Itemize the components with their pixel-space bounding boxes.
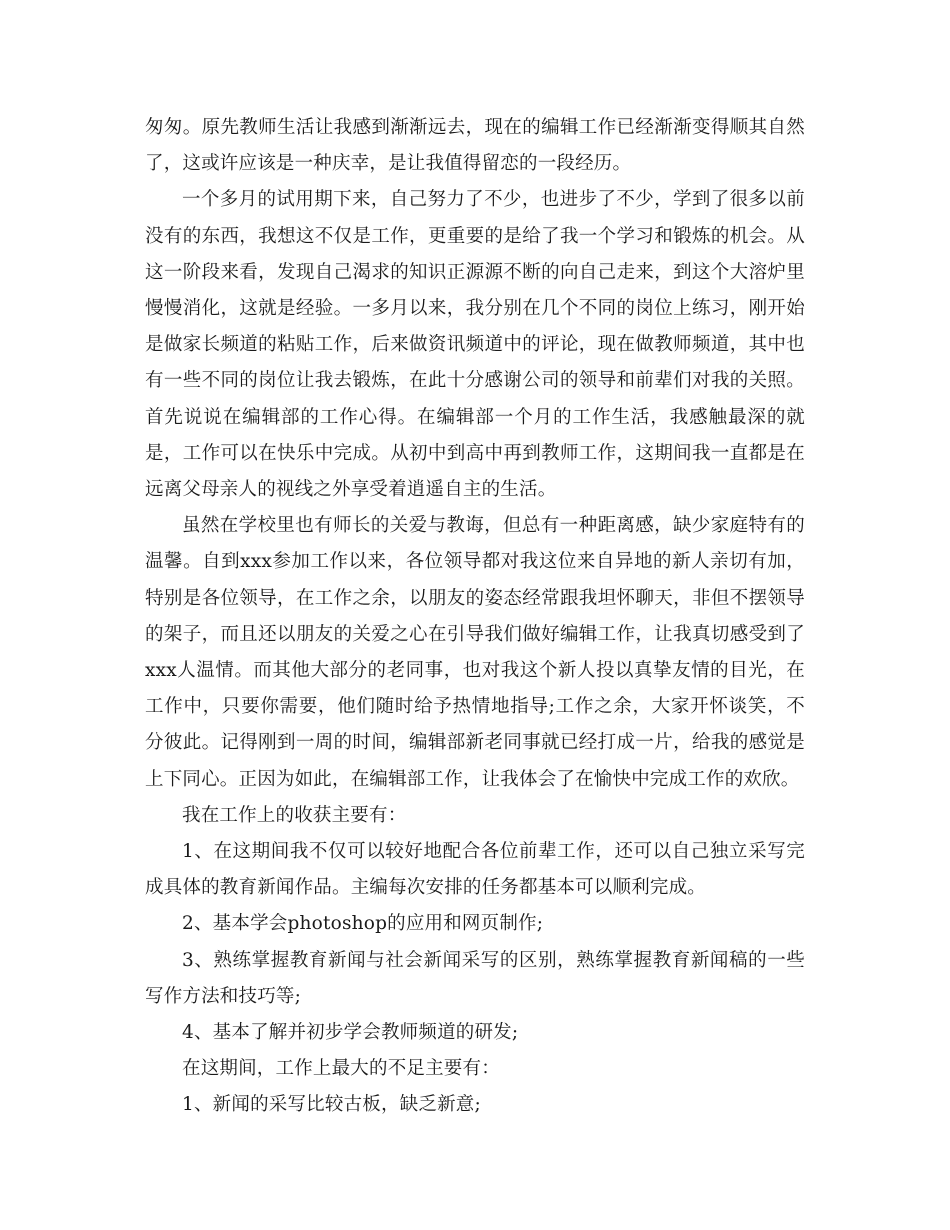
list-item-2: 2、基本学会photoshop的应用和网页制作;	[182, 913, 544, 935]
paragraph-1: 匆匆。原先教师生活让我感到渐渐远去，现在的编辑工作已经渐渐变得顺其自然了，这或许应该是一种庆幸，是让我值得留恋的一段经历。	[145, 117, 805, 175]
list-item-3: 3、熟练掌握教育新闻与社会新闻采写的区别，熟练掌握教育新闻稿的一些写作方法和技巧等;	[145, 949, 805, 1007]
list-item-5: 1、新闻的采写比较古板，缺乏新意;	[182, 1094, 481, 1116]
document-body	[145, 110, 805, 1124]
paragraph-2: 一个多月的试用期下来，自己努力了不少，也进步了不少，学到了很多以前没有的东西，我想这不仅是工作，更重要的是给了我一个学习和锻炼的机会。从这一阶段来看，发现自己渴求的知识正源源不断的向自己走来，到这个大溶炉里慢慢消化，这就是经验。一多月以来，我分别在几个不同的岗位上练习，刚开始是做家长频道的粘贴工作，后来做资讯频道中的评论，现在做教师频道，其中也有一些不同的岗位让我去锻炼，在此十分感谢公司的领导和前辈们对我的关照。首先说说在编辑部的工作心得。在编辑部一个月的工作生活，我感触最深的就是，工作可以在快乐中完成。从初中到高中再到教师工作，这期间我一直都是在远离父母亲人的视线之外享受着逍遥自主的生活。	[145, 189, 805, 501]
paragraph-4: 我在工作上的收获主要有：	[182, 804, 407, 826]
paragraph-3: 虽然在学校里也有师长的关爱与教诲，但总有一种距离感，缺少家庭特有的温馨。自到xxx参加工作以来，各位领导都对我这位来自异地的新人亲切有加，特别是各位领导，在工作之余，以朋友的姿态经常跟我坦怀聊天，非但不摆领导的架子，而且还以朋友的关爱之心在引导我们做好编辑工作，让我真切感受到了xxx人温情。而其他大部分的老同事，也对我这个新人投以真挚友情的目光，在工作中，只要你需要，他们随时给予热情地指导;工作之余，大家开怀谈笑，不分彼此。记得刚到一周的时间，编辑部新老同事就已经打成一片，给我的感觉是上下同心。正因为如此，在编辑部工作，让我体会了在愉快中完成工作的欢欣。	[145, 515, 805, 790]
paragraph-5: 在这期间，工作上最大的不足主要有：	[182, 1058, 500, 1080]
list-item-1: 1、在这期间我不仅可以较好地配合各位前辈工作，还可以自己独立采写完成具体的教育新闻作品。主编每次安排的任务都基本可以顺利完成。	[145, 841, 805, 899]
list-item-4: 4、基本了解并初步学会教师频道的研发;	[182, 1022, 519, 1044]
